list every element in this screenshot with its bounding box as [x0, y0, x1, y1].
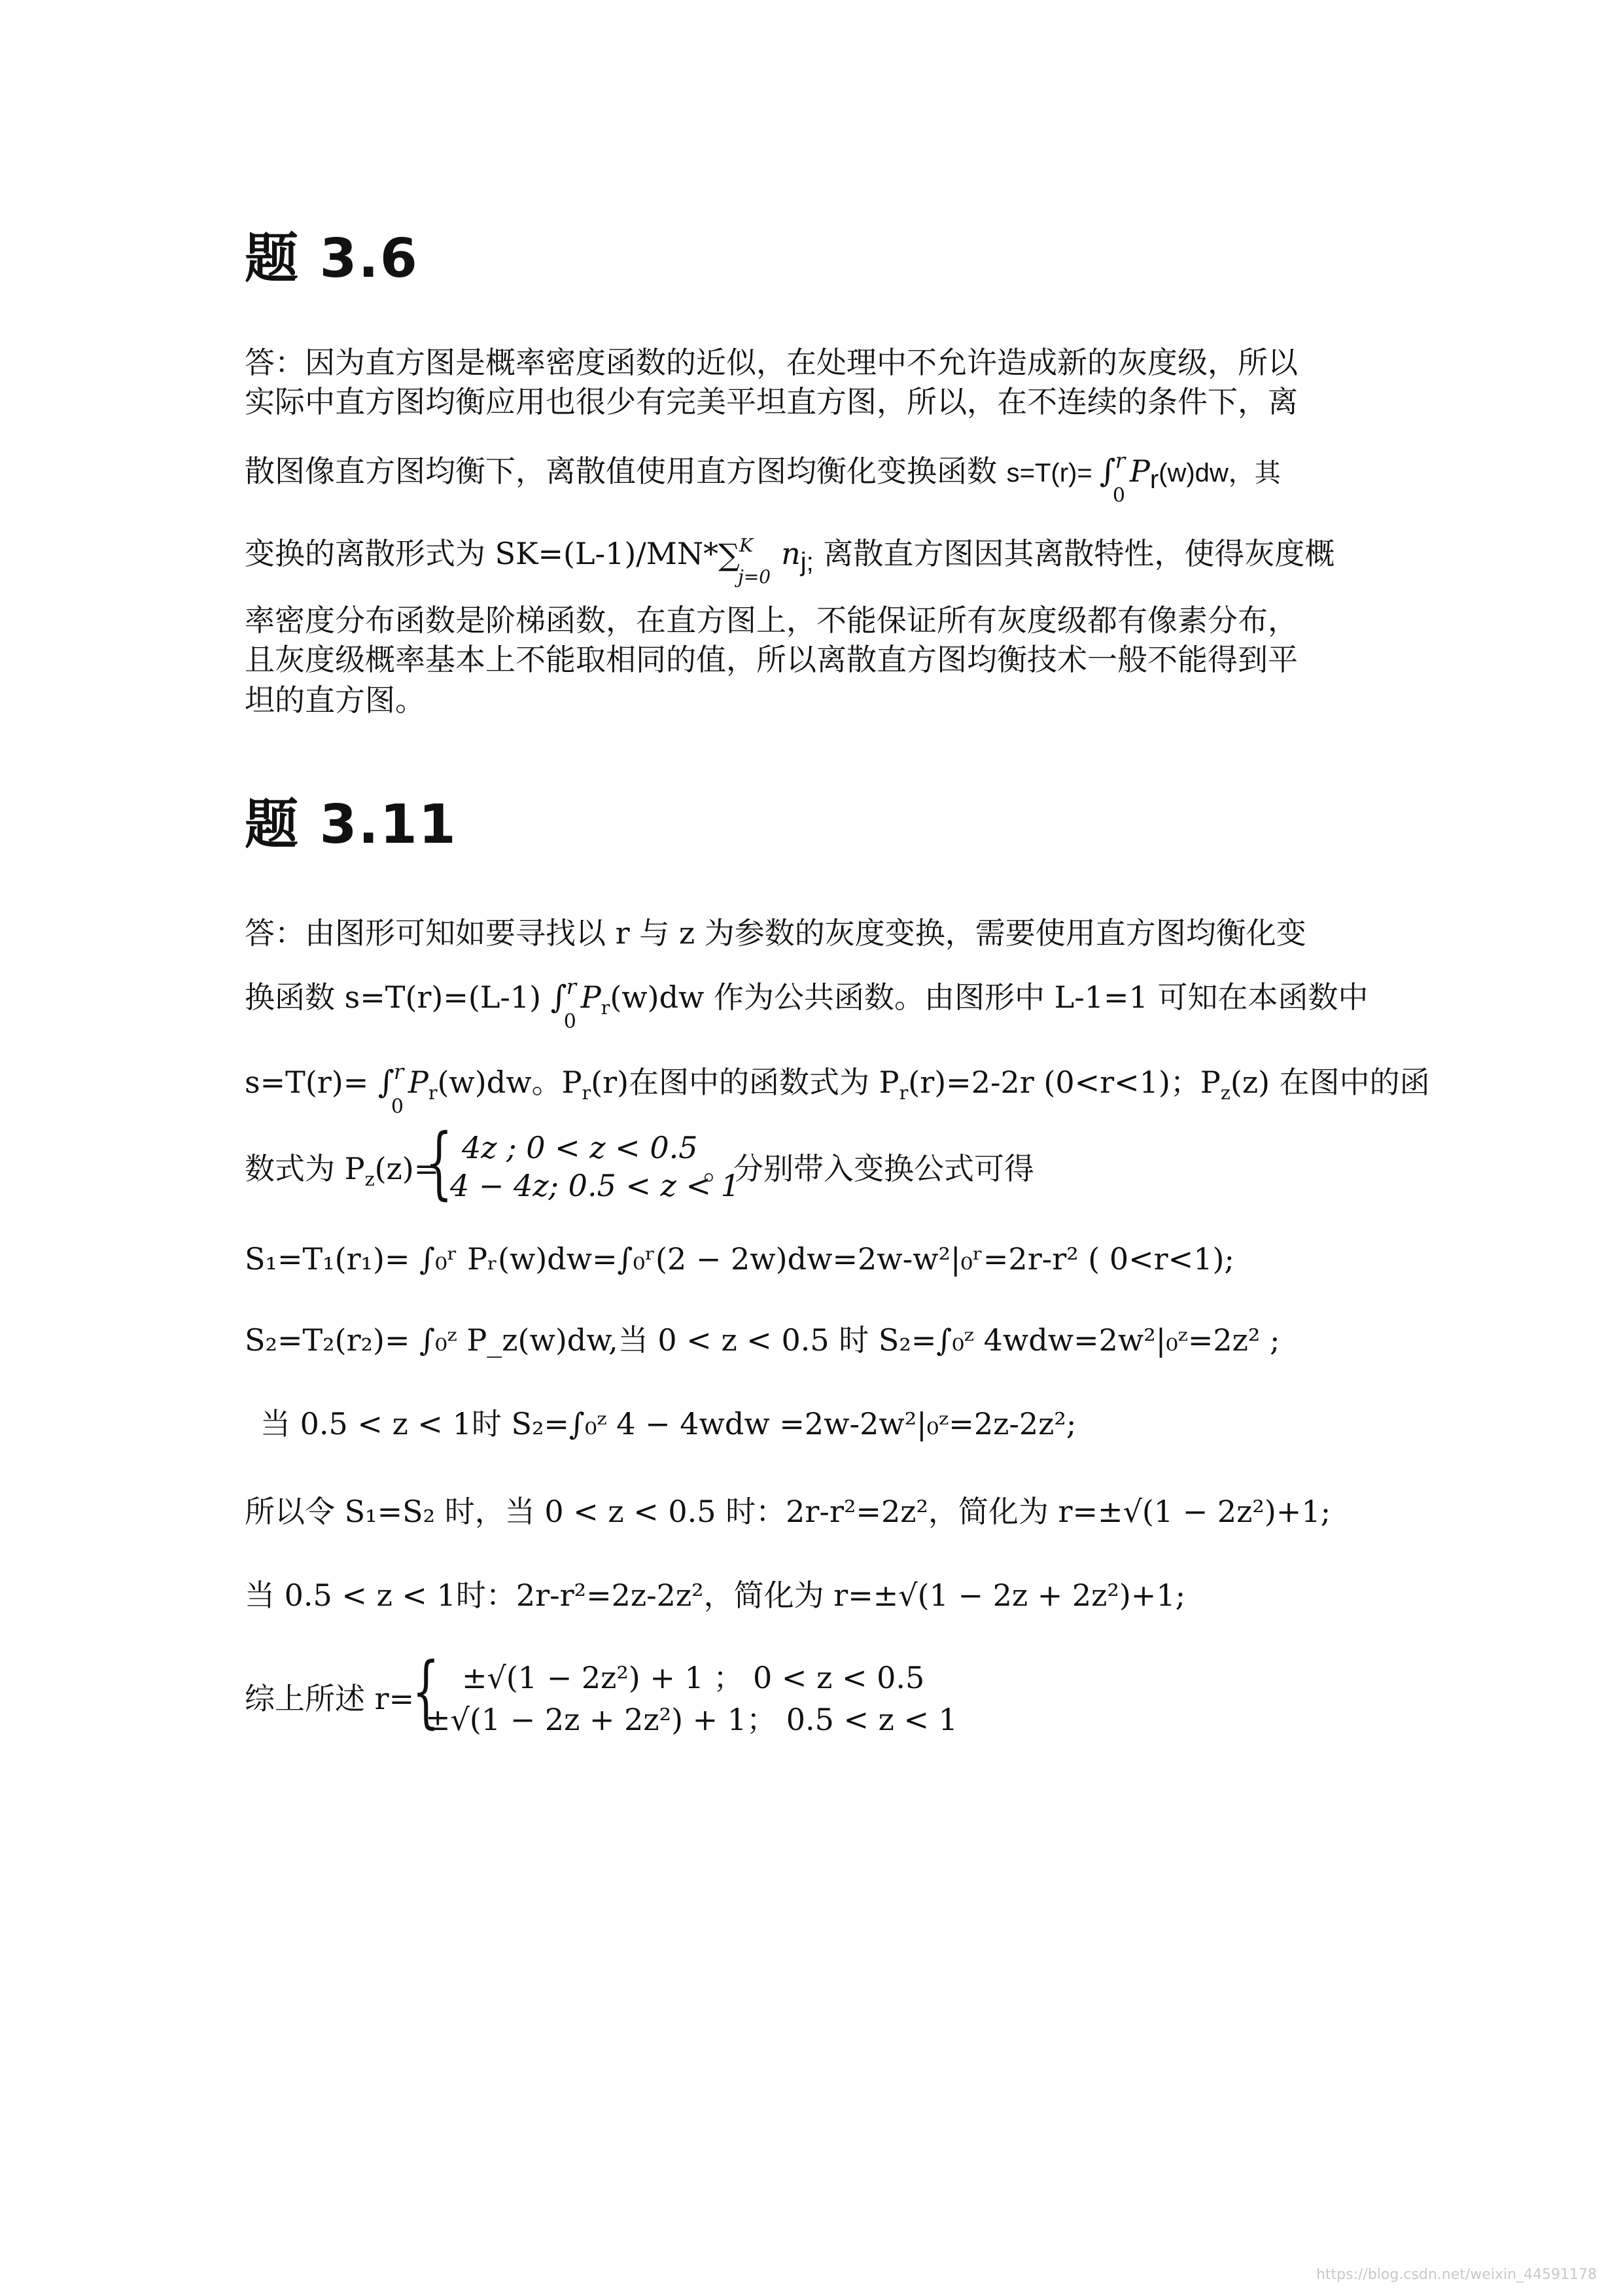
formula-line: S₁=T₁(r₁)= ∫₀ʳ Pᵣ(w)dw=∫₀ʳ(2 − 2w)dw=2w-w²|₀ʳ=2r-r² ( 0<r<1); [245, 1241, 1234, 1277]
text-span: (r)=2-2r (0<r<1)；P [908, 1065, 1221, 1100]
formula-P: P [408, 1065, 428, 1100]
summation-symbol: ∑ K j=0 [718, 537, 781, 576]
paragraph-line-formula [245, 1149, 439, 1199]
integral-lower: 0 [391, 1095, 404, 1118]
text-span: s=T(r)= [245, 1065, 378, 1100]
formula-P: P [1129, 453, 1150, 489]
sum-lower: j=0 [738, 566, 771, 588]
formula-subscript: r [582, 1082, 591, 1104]
paragraph-line: 坦的直方图。 [245, 682, 425, 718]
watermark: https://blog.csdn.net/weixin_44591178 [1316, 2267, 1597, 2283]
paragraph-line: 率密度分布函数是阶梯函数，在直方图上，不能保证所有灰度级都有像素分布， [245, 603, 1298, 638]
formula-P: P [580, 980, 601, 1015]
integral-upper: r [1115, 448, 1126, 473]
integral-symbol: ∫ r 0 [551, 980, 581, 1019]
integral-lower: 0 [563, 1010, 576, 1033]
piecewise-row: 4z ; 0 < z < 0.5 [462, 1130, 698, 1165]
formula-subscript: r [899, 1082, 909, 1104]
paragraph-line: 。分别带入变换公式可得 [703, 1151, 1034, 1186]
piecewise-r: { ±√(1 − 2z²) + 1 ； 0 < z < 0.5 ±√(1 − 2z + 2z²) + 1； 0.5 < z < 1 [412, 1649, 1001, 1747]
formula-subscript: r [601, 997, 610, 1019]
paragraph-line: 答：由图形可知如要寻找以 r 与 z 为参数的灰度变换，需要使用直方图均衡化变 [245, 915, 1306, 951]
formula-line: 当 0.5 < z < 1时 S₂=∫₀ᶻ 4 − 4wdw =2w-2w²|₀ᶻ=2z-2z²; [260, 1406, 1077, 1441]
formula-tail: (w)dw，其 [1159, 459, 1281, 487]
piecewise-row: ±√(1 − 2z + 2z²) + 1； 0.5 < z < 1 [425, 1702, 958, 1737]
formula-subscript: j; [800, 548, 814, 577]
text-span: (w)dw 作为公共函数。由图形中 L-1=1 可知在本函数中 [610, 980, 1369, 1015]
integral-upper: r [393, 1059, 404, 1084]
sum-upper: K [739, 535, 754, 556]
paragraph-line: 实际中直方图均衡应用也很少有完美平坦直方图，所以，在不连续的条件下，离 [245, 384, 1298, 419]
integral-upper: r [566, 974, 577, 999]
text-span: (z)= [374, 1151, 440, 1186]
section-heading-3-11: 题 3.11 [245, 794, 457, 856]
formula-text: s=T(r)= [1006, 459, 1100, 487]
paragraph-line-formula [245, 974, 1369, 1033]
section-heading-3-6: 题 3.6 [245, 228, 419, 290]
formula-subscript: z [364, 1169, 375, 1191]
piecewise-pz: { 4z ; 0 < z < 0.5 4 − 4z; 0.5 < z < 1 [425, 1118, 740, 1209]
formula-subscript: r [428, 1082, 438, 1104]
integral-symbol: ∫ r 0 [378, 1065, 408, 1104]
paragraph-line-formula [245, 448, 1281, 507]
paragraph-line-formula [245, 1059, 1430, 1118]
formula-line: 当 0.5 < z < 1时：2r-r²=2z-2z²，简化为 r=±√(1 − 2z + 2z²)+1; [245, 1578, 1186, 1613]
paragraph-line: 且灰度级概率基本上不能取相同的值，所以离散直方图均衡技术一般不能得到平 [245, 642, 1298, 677]
text-span: 换函数 s=T(r)=(L-1) [245, 980, 551, 1015]
text-span: 变换的离散形式为 SK=(L-1)/MN* [245, 536, 719, 571]
paragraph-line-formula [245, 534, 1335, 588]
formula-subscript: z [1220, 1082, 1230, 1104]
piecewise-row: ±√(1 − 2z²) + 1 ； 0 < z < 0.5 [462, 1660, 925, 1695]
text-span: (w)dw。P [437, 1065, 582, 1100]
paragraph-line: 综上所述 r= [245, 1681, 415, 1716]
text-span: 离散直方图因其离散特性，使得灰度概 [813, 536, 1335, 571]
text-span: (r)在图中的函数式为 P [591, 1065, 899, 1100]
paragraph-line: 答：因为直方图是概率密度函数的近似，在处理中不允许造成新的灰度级，所以 [245, 345, 1298, 380]
text-span: 散图像直方图均衡下，离散值使用直方图均衡化变换函数 [245, 453, 1007, 489]
piecewise-row: 4 − 4z; 0.5 < z < 1 [450, 1168, 740, 1203]
formula-n: n [781, 536, 801, 571]
integral-symbol: ∫ r 0 [1100, 454, 1130, 493]
formula-subscript: r [1149, 465, 1159, 495]
formula-line: 所以令 S₁=S₂ 时，当 0 < z < 0.5 时：2r-r²=2z²，简化为 r=±√(1 − 2z²)+1; [245, 1494, 1331, 1529]
formula-line: S₂=T₂(r₂)= ∫₀ᶻ P_z(w)dw,当 0 < z < 0.5 时 S₂=∫₀ᶻ 4wdw=2w²|₀ᶻ=2z² ; [245, 1322, 1280, 1358]
text-span: (z) 在图中的函 [1230, 1065, 1430, 1100]
integral-lower: 0 [1112, 484, 1125, 507]
text-span: 数式为 P [245, 1151, 365, 1186]
